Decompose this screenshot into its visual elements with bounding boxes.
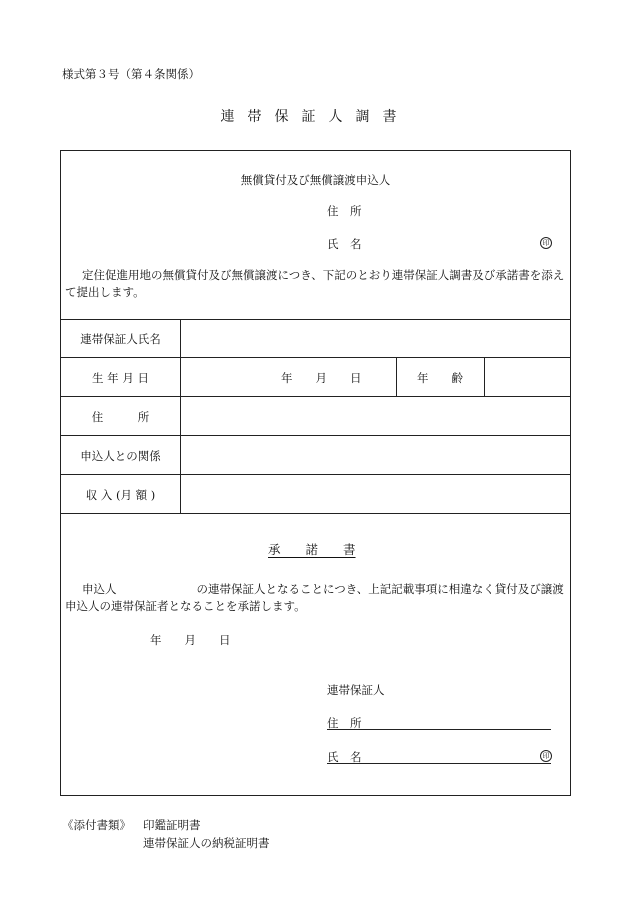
consent-rest: の連帯保証人となることにつき、上記記載事項に相違なく貸付及び譲渡申込人の連帯保証者となることを承諾します。 [65, 582, 564, 613]
applicant-name-label: 氏 名 [327, 237, 362, 251]
consent-title: 承 諾 書 [268, 542, 356, 557]
name-underline [327, 763, 551, 764]
consent-statement [65, 581, 569, 615]
consent-guarantor-heading: 連帯保証人 [327, 683, 385, 697]
applicant-heading: 無償貸付及び無償譲渡申込人 [240, 173, 391, 187]
attachments-label: 《添付書類》 [62, 818, 131, 832]
applicant-address-label: 住 所 [327, 204, 362, 218]
applicant-statement: 定住促進用地の無償貸付及び無償譲渡につき、下記のとおり連帯保証人調書及び承諾書を添えて提出します。 [65, 268, 565, 299]
form-number: 様式第３号（第４条関係） [62, 67, 200, 81]
applicant-seal-icon: 印 [540, 237, 552, 249]
divider [61, 357, 570, 358]
divider [61, 319, 570, 320]
divider [61, 474, 570, 475]
form-frame [60, 150, 571, 796]
divider [61, 435, 570, 436]
consent-date: 年 月 日 [150, 633, 231, 647]
consent-address-label: 住 所 [327, 716, 362, 730]
consent-seal-icon: 印 [540, 750, 552, 762]
relation-label: 申込人との関係 [80, 449, 161, 463]
attachment-item: 連帯保証人の納税証明書 [143, 836, 270, 850]
divider [61, 396, 570, 397]
document-title: 連帯保証人調書 [220, 109, 410, 125]
age-label: 年 齢 [417, 371, 463, 385]
attachment-item: 印鑑証明書 [143, 818, 201, 832]
birth-date-label: 生 年 月 日 [92, 371, 149, 385]
consent-name-label: 氏 名 [327, 750, 362, 764]
column-divider [484, 357, 485, 396]
address-underline [327, 729, 551, 730]
guarantor-name-label: 連帯保証人氏名 [80, 332, 161, 346]
column-divider [180, 319, 181, 513]
birth-date-value: 年 月 日 [281, 371, 362, 385]
guarantor-address-label: 住 所 [91, 410, 150, 424]
divider [61, 513, 570, 514]
consent-prefix: 申込人 [82, 582, 117, 596]
income-label: 収 入 (月 額 ) [85, 488, 156, 502]
